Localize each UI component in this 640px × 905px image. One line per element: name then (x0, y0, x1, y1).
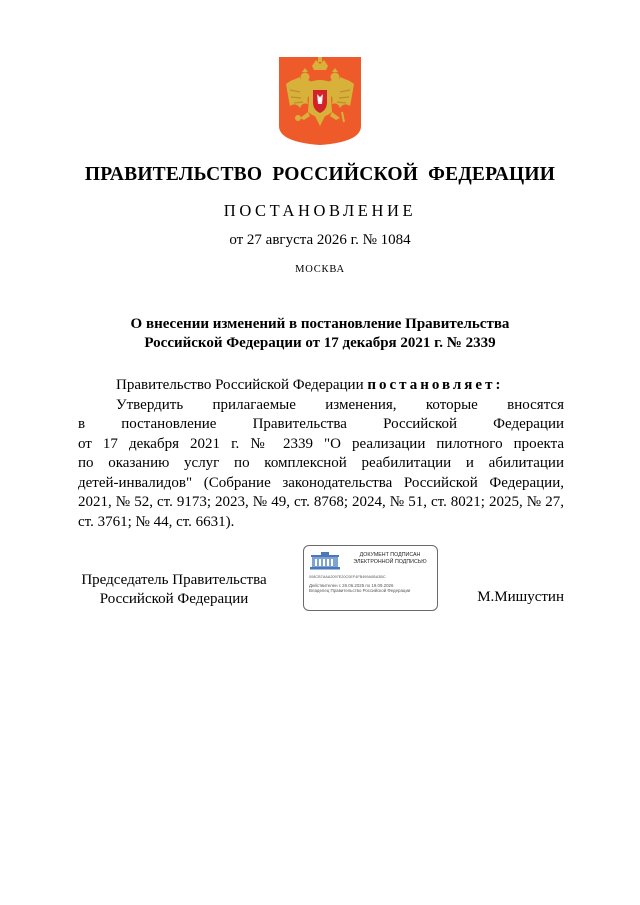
signatory-position (76, 571, 272, 609)
body-line: 2021, № 52, ст. 9173; 2023, № 49, ст. 8768; 2024, № 51, ст. 8021; 2025, № 27, (78, 494, 564, 510)
document-body (78, 376, 564, 532)
body-line: от 17 декабря 2021 г. № 2339 "О реализации пилотного проекта (78, 435, 564, 452)
document-type: ПОСТАНОВЛЕНИЕ (223, 201, 417, 220)
intro-resolves: постановляет: (367, 377, 504, 393)
stamp-details (309, 583, 435, 594)
stamp-heading-line: ДОКУМЕНТ ПОДПИСАН (359, 552, 421, 558)
stamp-owner: Владелец Правительство Российской Федерации (309, 588, 411, 594)
signatory-position-line: Председатель Правительства (81, 572, 267, 588)
body-line: по оказанию услуг по комплексной реабилитации и абилитации (78, 455, 564, 471)
body-line: ст. 3761; № 44, ст. 6631). (78, 513, 235, 530)
document-heading-line: О внесении изменений в постановление Правительства (130, 316, 510, 332)
document-city: МОСКВА (295, 264, 345, 275)
document-heading-line: Российской Федерации от 17 декабря 2021 г. № 2339 (144, 335, 496, 351)
government-building-icon (310, 552, 340, 570)
signatory-name: М.Мишустин (477, 589, 564, 605)
signatory-position-line: Российской Федерации (99, 591, 249, 607)
document-date-number: от 27 августа 2026 г. № 1084 (229, 232, 411, 248)
government-title: ПРАВИТЕЛЬСТВО РОССИЙСКОЙ ФЕДЕРАЦИИ (84, 164, 556, 185)
document-heading (0, 315, 640, 353)
intro-prefix: Правительство Российской Федерации (116, 377, 368, 393)
coat-of-arms-icon (276, 56, 364, 146)
stamp-heading-line: ЭЛЕКТРОННОЙ ПОДПИСЬЮ (353, 558, 427, 565)
intro-paragraph (78, 376, 564, 396)
body-line: в постановление Правительства Российской Федерации (78, 416, 564, 432)
stamp-certificate: 008CB7AAA2097E20C0EF4FB499A0BA3BC (309, 575, 386, 579)
stamp-validity: Действителен с 26.06.2025 по 19.09.2026 (309, 583, 394, 588)
body-line: Утвердить прилагаемые изменения, которые вносятся (116, 396, 564, 413)
body-line: детей-инвалидов" (Собрание законодательства Российской Федерации, (78, 474, 564, 491)
electronic-signature-stamp (303, 545, 438, 611)
stamp-heading (344, 552, 436, 565)
